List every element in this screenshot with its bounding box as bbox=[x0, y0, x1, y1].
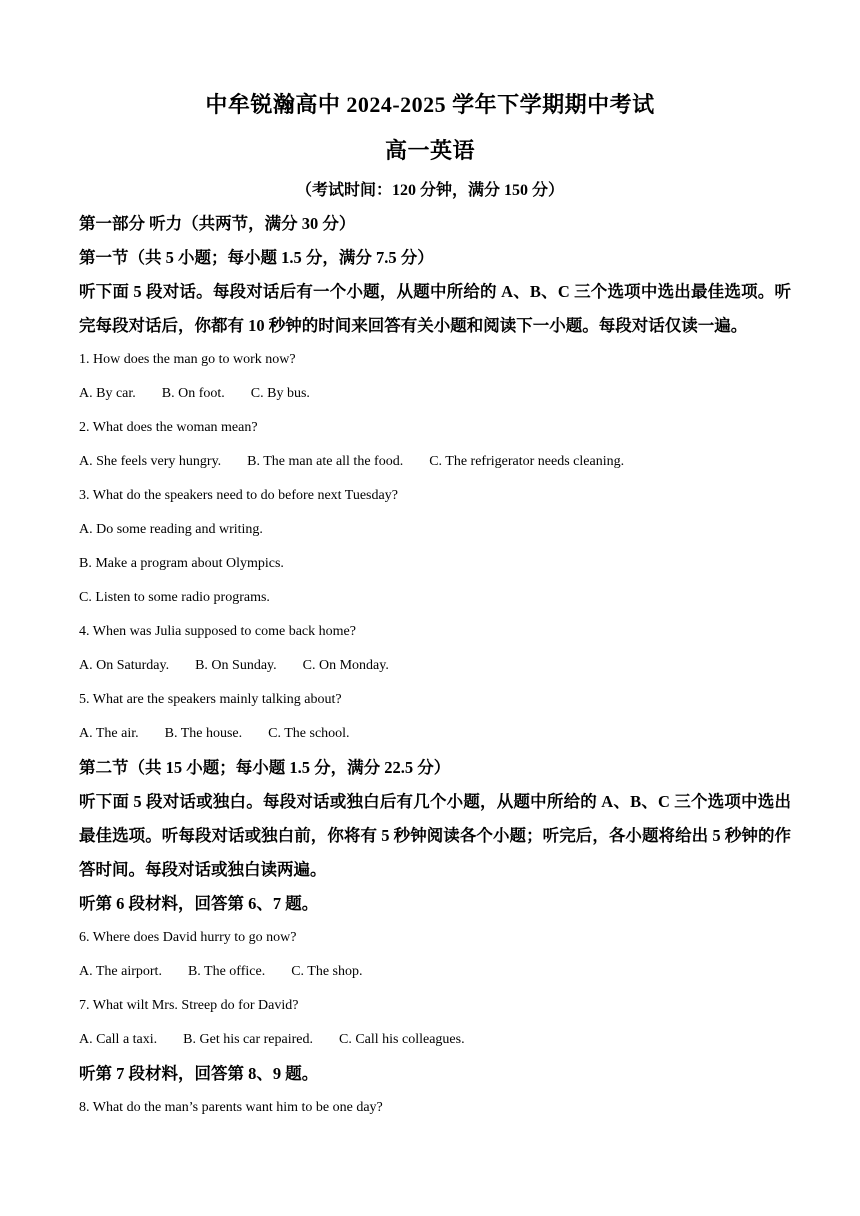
question-7-options bbox=[79, 1023, 791, 1057]
option-b: B. The house. bbox=[164, 726, 243, 741]
option-a: A. Call a taxi. bbox=[79, 1032, 158, 1047]
option-a: A. By car. bbox=[79, 386, 136, 401]
section2-instruction: 听下面 5 段对话或独白。每段对话或独白后有几个小题，从题中所给的 A、B、C 三个选项中选出最佳选项。听每段对话或独白前，你将有 5 秒钟阅读各个小题；听完后，各小题将给出 5 秒钟的作答时间。每段对话或独白读两遍。 bbox=[79, 792, 791, 879]
part1-heading: 第一部分 听力（共两节，满分 30 分） bbox=[79, 214, 356, 233]
question-7: 7. What wilt Mrs. Streep do for David? bbox=[79, 998, 299, 1013]
question-4-options bbox=[79, 649, 791, 683]
option-c: C. Listen to some radio programs. bbox=[79, 590, 270, 605]
option-a: A. Do some reading and writing. bbox=[79, 522, 263, 537]
option-a: A. She feels very hungry. bbox=[79, 454, 222, 469]
exam-info: （考试时间：120 分钟，满分 150 分） bbox=[295, 182, 564, 199]
material-7-heading: 听第 7 段材料，回答第 8、9 题。 bbox=[79, 1064, 319, 1083]
option-a: A. On Saturday. bbox=[79, 658, 170, 673]
material-6-heading: 听第 6 段材料，回答第 6、7 题。 bbox=[79, 894, 319, 913]
section1-instruction: 听下面 5 段对话。每段对话后有一个小题，从题中所给的 A、B、C 三个选项中选出最佳选项。听完每段对话后，你都有 10 秒钟的时间来回答有关小题和阅读下一小题。每段对话仅读一遍。 bbox=[79, 282, 791, 335]
option-b: B. On Sunday. bbox=[195, 658, 277, 673]
option-c: C. The school. bbox=[268, 726, 350, 741]
question-8: 8. What do the man’s parents want him to be one day? bbox=[79, 1100, 383, 1115]
option-a: A. The airport. bbox=[79, 964, 162, 979]
option-b: B. The office. bbox=[187, 964, 266, 979]
question-2-options bbox=[79, 445, 791, 479]
option-b: B. On foot. bbox=[161, 386, 225, 401]
option-c: C. Call his colleagues. bbox=[339, 1032, 465, 1047]
question-1-options bbox=[79, 377, 791, 411]
question-5-options bbox=[79, 717, 791, 751]
question-6: 6. Where does David hurry to go now? bbox=[79, 930, 297, 945]
question-2: 2. What does the woman mean? bbox=[79, 420, 258, 435]
question-6-options bbox=[79, 955, 791, 989]
exam-subject: 高一英语 bbox=[384, 138, 475, 163]
question-4: 4. When was Julia supposed to come back home? bbox=[79, 624, 356, 639]
question-3: 3. What do the speakers need to do before next Tuesday? bbox=[79, 488, 398, 503]
question-5: 5. What are the speakers mainly talking about? bbox=[79, 692, 342, 707]
option-a: A. The air. bbox=[79, 726, 139, 741]
exam-title: 中牟锐瀚高中 2024-2025 学年下学期期中考试 bbox=[205, 92, 655, 117]
section2-heading: 第二节（共 15 小题；每小题 1.5 分，满分 22.5 分） bbox=[79, 758, 451, 777]
option-b: B. Make a program about Olympics. bbox=[79, 556, 284, 571]
option-c: C. The refrigerator needs cleaning. bbox=[429, 454, 625, 469]
option-c: C. By bus. bbox=[250, 386, 310, 401]
option-b: B. The man ate all the food. bbox=[247, 454, 404, 469]
exam-body bbox=[79, 207, 791, 1125]
option-c: C. On Monday. bbox=[302, 658, 389, 673]
section1-heading: 第一节（共 5 小题；每小题 1.5 分，满分 7.5 分） bbox=[79, 248, 434, 267]
question-1: 1. How does the man go to work now? bbox=[79, 352, 296, 367]
option-c: C. The shop. bbox=[291, 964, 363, 979]
option-b: B. Get his car repaired. bbox=[183, 1032, 313, 1047]
